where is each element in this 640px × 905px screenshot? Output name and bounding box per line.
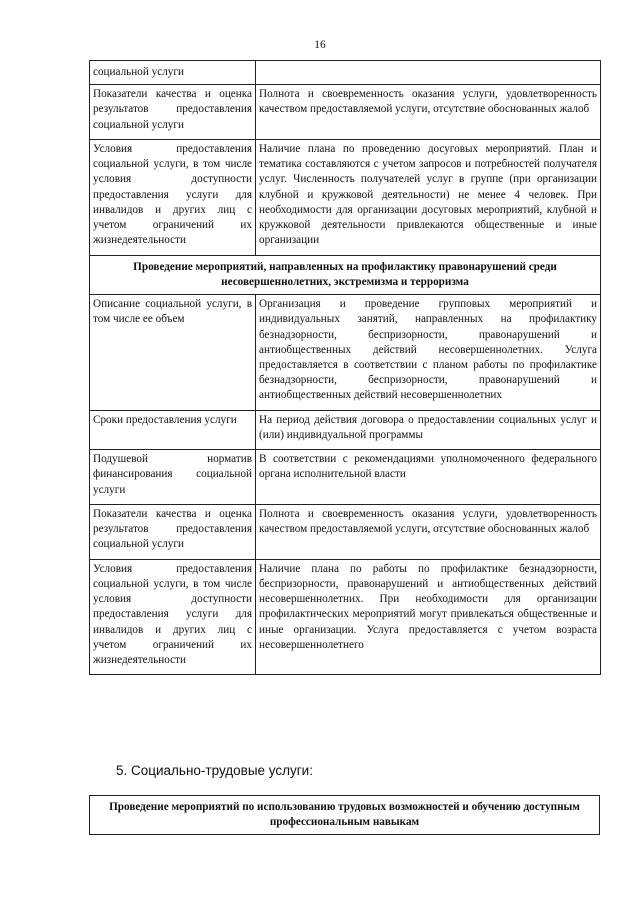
- table-row: [90, 139, 601, 255]
- table-row: [90, 295, 601, 411]
- row-label: Подушевой норматив финансирования социальной услуги: [90, 450, 256, 505]
- row-label: Условия предоставления социальной услуги, в том числе условия доступности предоставления услуги для инвалидов и других лиц с учетом ограничений их жизнедеятельности: [90, 559, 256, 675]
- section-row: [90, 255, 601, 294]
- table-row: [90, 504, 601, 559]
- row-value: [256, 61, 601, 85]
- row-value: Полнота и своевременность оказания услуги, удовлетворенность качеством предоставляемой услуги, отсутствие обоснованных жалоб: [256, 85, 601, 140]
- row-value: Полнота и своевременность оказания услуги, удовлетворенность качеством предоставляемой услуги, отсутствие обоснованных жалоб: [256, 504, 601, 559]
- row-label: Сроки предоставления услуги: [90, 410, 256, 449]
- section-title: Проведение мероприятий, направленных на профилактику правонарушений среди несовершеннолетних, экстремизма и терроризма: [90, 255, 601, 294]
- row-value: Наличие плана по работы по профилактике безнадзорности, беспризорности, правонарушений и антиобщественных действий несовершеннолетних. При необходимости для организации профилактических мероприятий могут привлекаться общественные и иные организации. Услуга предоставляется с учетом возраста несовершеннолетнего: [256, 559, 601, 675]
- table-row: [90, 559, 601, 675]
- row-value: Организация и проведение групповых мероприятий и индивидуальных занятий, направленных на профилактику безнадзорности, беспризорности, правонарушений и антиобщественных действий несовершеннолетних. Услуга предоставляется в соответствии с планом работы по профилактике безнадзорности, беспризорности, правонарушений и антиобщественных действий несовершеннолетних: [256, 295, 601, 411]
- row-label: Условия предоставления социальной услуги, в том числе условия доступности предоставления услуги для инвалидов и других лиц с учетом ограничений их жизнедеятельности: [90, 139, 256, 255]
- row-label: Описание социальной услуги, в том числе ее объем: [90, 295, 256, 411]
- row-value: На период действия договора о предоставлении социальных услуг и (или) индивидуальной программы: [256, 410, 601, 449]
- table-row: [90, 61, 601, 85]
- row-value: В соответствии с рекомендациями уполномоченного федерального органа исполнительной власти: [256, 450, 601, 505]
- table-row: [90, 85, 601, 140]
- row-label: Показатели качества и оценка результатов предоставления социальной услуги: [90, 504, 256, 559]
- service-table: [89, 60, 601, 675]
- row-label: социальной услуги: [90, 61, 256, 85]
- section-heading: 5. Социально-трудовые услуги:: [116, 763, 313, 778]
- table-row: [90, 410, 601, 449]
- table-row: [90, 450, 601, 505]
- row-label: Показатели качества и оценка результатов предоставления социальной услуги: [90, 85, 256, 140]
- boxed-section-title: Проведение мероприятий по использованию трудовых возможностей и обучению доступным профессиональным навыкам: [89, 795, 600, 835]
- row-value: Наличие плана по проведению досуговых мероприятий. План и тематика составляются с учетом запросов и потребностей получателя услуг. Численность получателей услуг в группе (при организации клубной и кружковой деятельности) не менее 4 человек. При необходимости для организации досуговых мероприятий, клубной и кружковой деятельности привлекаются общественные и иные организации: [256, 139, 601, 255]
- page-number: 16: [314, 39, 326, 51]
